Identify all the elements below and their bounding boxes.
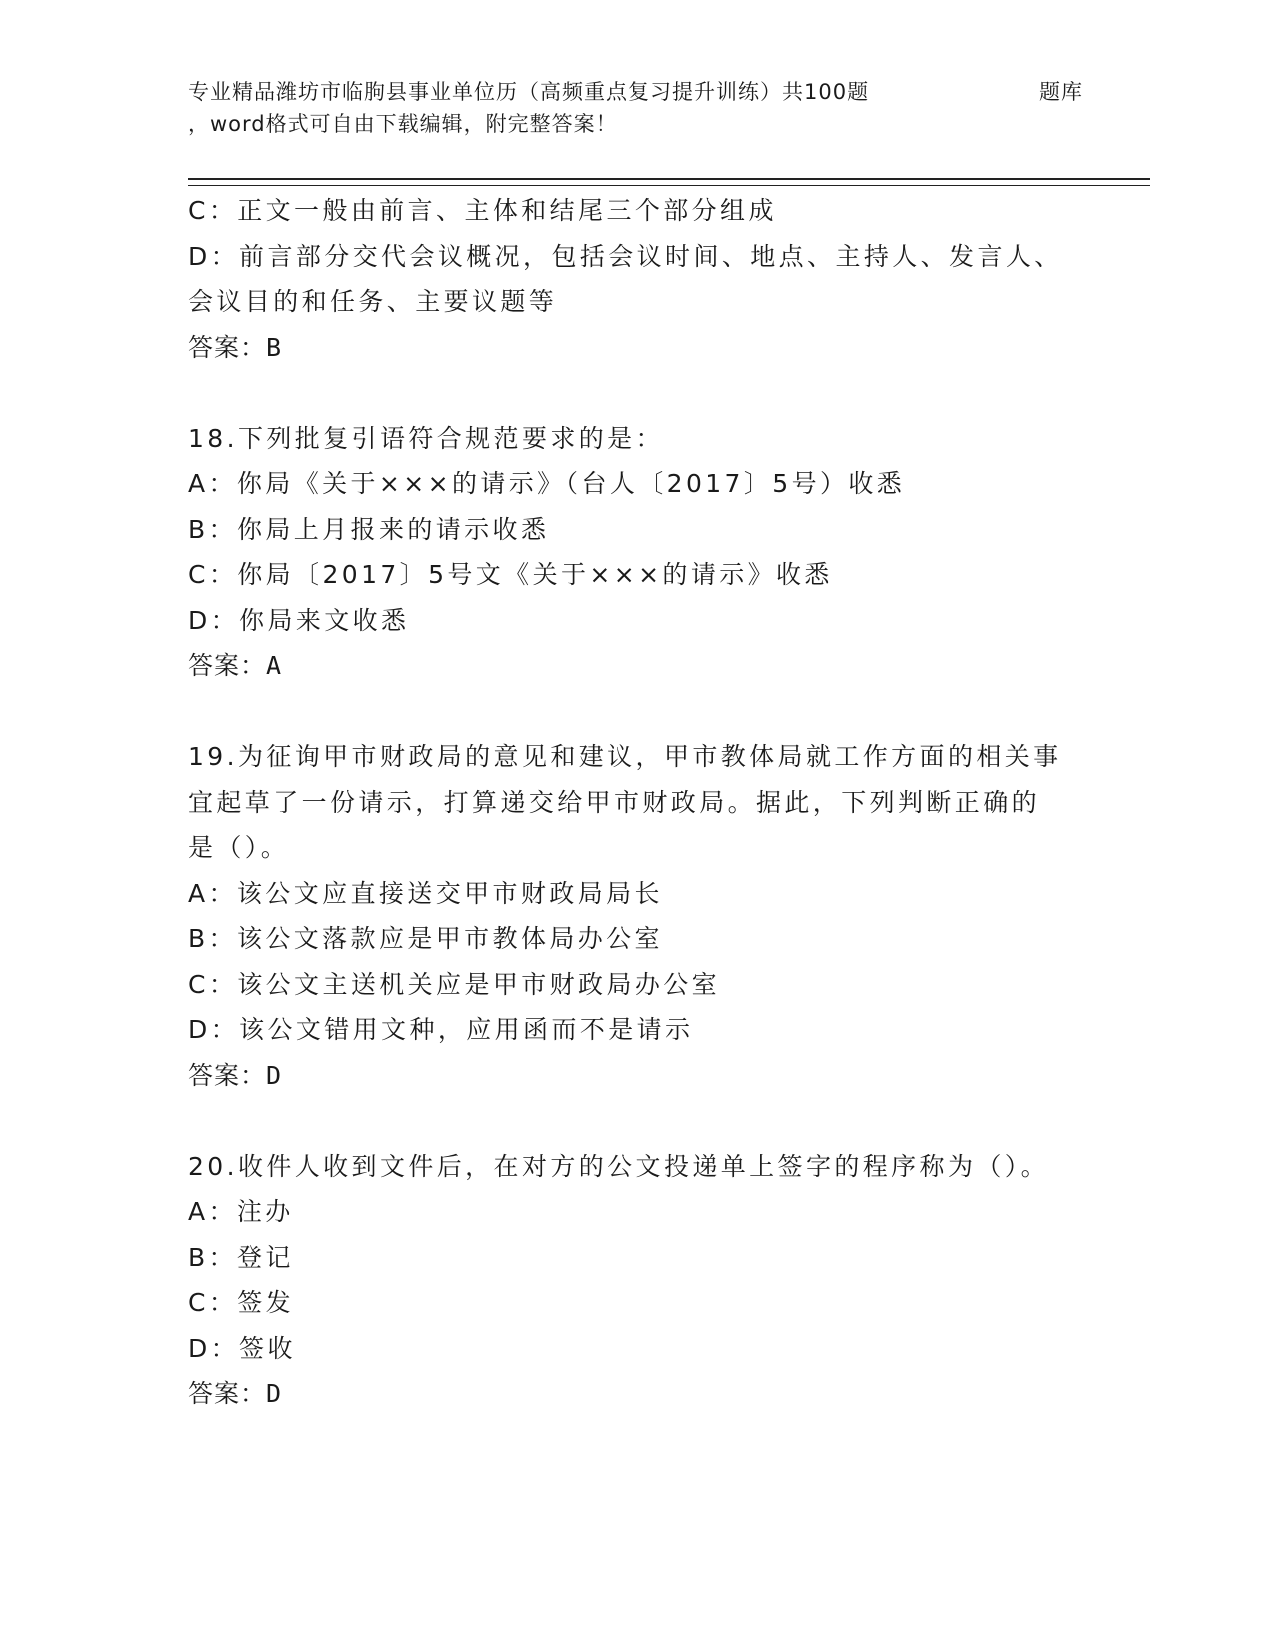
option-d: D：签收 <box>188 1333 296 1363</box>
option-b: B：你局上月报来的请示收悉 <box>188 514 550 544</box>
question-18 <box>188 416 1068 689</box>
option-a: A：你局《关于×××的请示》（台人〔2017〕5号）收悉 <box>188 469 906 498</box>
option-c: C：签发 <box>188 1288 295 1317</box>
header-line-1 <box>188 76 1083 108</box>
answer: 答案：D <box>188 1060 283 1090</box>
answer: 答案：B <box>188 332 283 362</box>
option-d: D：前言部分交代会议概况，包括会议时间、地点、主持人、发言人、 <box>188 241 1063 271</box>
spacer <box>188 689 1068 735</box>
option-b: B：登记 <box>188 1242 294 1272</box>
question-stem: 20.收件人收到文件后，在对方的公文投递单上签字的程序称为（）。 <box>188 1151 1050 1181</box>
spacer <box>188 1098 1068 1144</box>
option-a: A：该公文应直接送交甲市财政局局长 <box>188 878 663 908</box>
option-c: C：你局〔2017〕5号文《关于×××的请示》收悉 <box>188 560 833 589</box>
option-a: A：注办 <box>188 1197 294 1226</box>
header-divider <box>188 178 1150 186</box>
question-content <box>188 188 1068 1417</box>
page-header <box>188 76 1148 140</box>
option-c: C：该公文主送机关应是甲市财政局办公室 <box>188 969 721 999</box>
header-subtitle: ，word格式可自由下载编辑，附完整答案！ <box>188 112 618 136</box>
question-stem-continued: 宜起草了一份请示，打算递交给甲市财政局。据此，下列判断正确的 <box>188 787 1041 817</box>
question-19 <box>188 734 1068 1098</box>
option-b: B：该公文落款应是甲市教体局办公室 <box>188 924 663 953</box>
header-title: 专业精品潍坊市临朐县事业单位历（高频重点复习提升训练）共100题 <box>188 80 870 104</box>
option-d: D：该公文错用文种，应用函而不是请示 <box>188 1015 694 1044</box>
question-20 <box>188 1144 1068 1417</box>
answer: 答案：A <box>188 651 283 680</box>
prev-question-tail <box>188 188 1068 370</box>
question-stem: 18.下列批复引语符合规范要求的是： <box>188 423 664 453</box>
answer: 答案：D <box>188 1379 283 1408</box>
option-c: C：正文一般由前言、主体和结尾三个部分组成 <box>188 196 777 225</box>
option-d-continued: 会议目的和任务、主要议题等 <box>188 287 558 316</box>
question-stem: 19.为征询甲市财政局的意见和建议，甲市教体局就工作方面的相关事 <box>188 742 1062 771</box>
option-d: D：你局来文收悉 <box>188 605 410 635</box>
question-stem-continued: 是（）。 <box>188 833 290 862</box>
spacer <box>188 370 1068 416</box>
header-tag: 题库 <box>1039 80 1083 104</box>
